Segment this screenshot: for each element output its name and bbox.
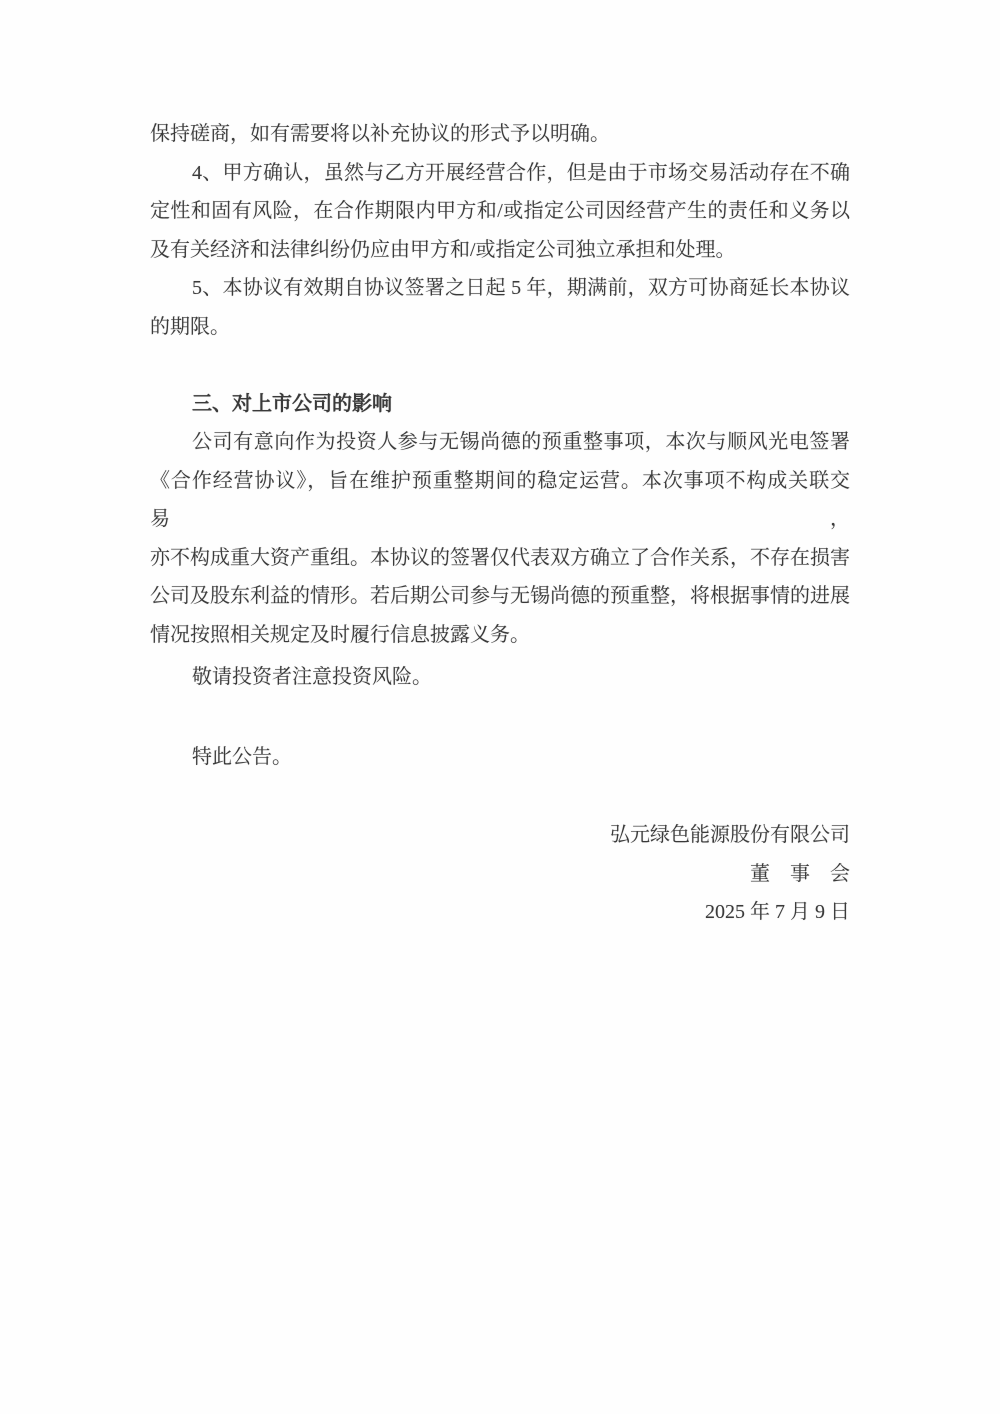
risk-notice-line: 敬请投资者注意投资风险。 — [192, 666, 432, 688]
announcement-closing-line: 特此公告。 — [192, 745, 292, 768]
paragraph-line: 定性和固有风险，在合作期限内甲方和/或指定公司因经营产生的责任和义务以 — [150, 200, 850, 222]
signature-date: 2025 年 7 月 9 日 — [705, 901, 850, 923]
paragraph-line: 公司及股东利益的情形。若后期公司参与无锡尚德的预重整，将根据事情的进展 — [150, 585, 850, 607]
paragraph-line: 的期限。 — [150, 315, 230, 338]
signature-company-name: 弘元绿色能源股份有限公司 — [610, 824, 850, 846]
section-heading: 三、对上市公司的影响 — [192, 392, 392, 415]
paragraph-line: 公司有意向作为投资人参与无锡尚德的预重整事项，本次与顺风光电签署 — [192, 431, 850, 453]
paragraph-line: 情况按照相关规定及时履行信息披露义务。 — [150, 623, 530, 646]
paragraph-line: 《合作经营协议》，旨在维护预重整期间的稳定运营。本次事项不构成关联交易， — [150, 469, 850, 530]
paragraph-line: 5、本协议有效期自协议签署之日起 5 年，期满前，双方可协商延长本协议 — [192, 277, 850, 299]
paragraph-line: 及有关经济和法律纠纷仍应由甲方和/或指定公司独立承担和处理。 — [150, 238, 736, 261]
signature-board: 董 事 会 — [750, 862, 850, 885]
paragraph-line: 4、甲方确认，虽然与乙方开展经营合作，但是由于市场交易活动存在不确 — [192, 161, 850, 184]
document-body — [150, 115, 850, 932]
paragraph-line: 亦不构成重大资产重组。本协议的签署仅代表双方确立了合作关系，不存在损害 — [150, 546, 850, 569]
paragraph-line: 保持磋商，如有需要将以补充协议的形式予以明确。 — [150, 123, 610, 145]
